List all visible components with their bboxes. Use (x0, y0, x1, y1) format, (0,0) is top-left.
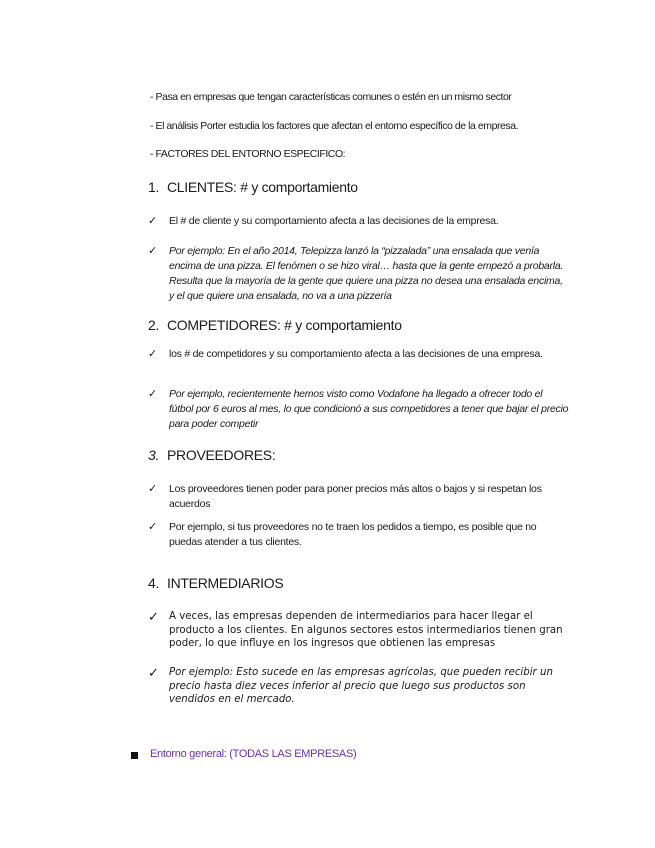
section-number: 1. (148, 179, 160, 195)
list-item-text: Por ejemplo: Esto sucede en las empresas agrícolas, que pueden recibir un precio hasta diez veces inferior al precio que luego sus productos son vendidos en el mercado. (169, 667, 553, 705)
section-title: PROVEEDORES: (167, 447, 276, 463)
intro-line: - FACTORES DEL ENTORNO ESPECIFICO: (150, 148, 346, 160)
list-item-text: A veces, las empresas dependen de intermediarios para hacer llegar el producto a los clientes. En algunos sectores estos intermediarios tienen gran poder, lo que influye en los ingresos que obtienen las empresas (169, 611, 563, 649)
section-heading-proveedores (148, 447, 275, 463)
entorno-general-heading: Entorno general: (TODAS LAS EMPRESAS) (150, 748, 357, 760)
section-heading-intermediarios (148, 575, 283, 591)
section-heading-competidores (148, 317, 402, 333)
section-number: 4. (148, 575, 160, 591)
section-title: COMPETIDORES: # y comportamiento (167, 317, 402, 333)
list-item-text: El # de cliente y su comportamiento afecta a las decisiones de la empresa. (169, 215, 499, 227)
list-item-text: Por ejemplo, recientemente hemos visto como Vodafone ha llegado a ofrecer todo el fútbol por 6 euros al mes, lo que condicionó a sus competidores a tener que bajar el precio para poder competir (169, 388, 569, 430)
list-item-text: Por ejemplo, si tus proveedores no te traen los pedidos a tiempo, es posible que no puedas atender a tus clientes. (169, 521, 537, 548)
check-mark-icon: ✓ (148, 520, 158, 533)
section-number: 2. (148, 317, 160, 333)
check-mark-icon: ✓ (148, 214, 158, 227)
section-title: CLIENTES: # y comportamiento (167, 179, 358, 195)
check-mark-icon: ✓ (148, 347, 158, 360)
list-item-text: Los proveedores tienen poder para poner precios más altos o bajos y si respetan los acuerdos (169, 483, 542, 510)
check-mark-icon: ✓ (148, 666, 159, 681)
section-number: 3. (148, 447, 160, 463)
list-item-text: los # de competidores y su comportamiento afecta a las decisiones de una empresa. (169, 348, 543, 360)
check-mark-icon: ✓ (148, 387, 158, 400)
check-mark-icon: ✓ (148, 482, 158, 495)
intro-line: - Pasa en empresas que tengan características comunes o estén en un mismo sector (150, 91, 512, 103)
check-mark-icon: ✓ (148, 610, 159, 625)
check-mark-icon: ✓ (148, 244, 158, 257)
section-heading-clientes (148, 179, 358, 195)
intro-line: - El análisis Porter estudia los factores que afectan el entorno específico de la empresa. (150, 120, 519, 132)
square-bullet-icon (131, 752, 138, 759)
list-item-text: Por ejemplo: En el año 2014, Telepizza lanzó la “pizzalada” una ensalada que venía encima de una pizza. El fenómen o se hizo viral… hasta que la gente empezó a probarla. Resulta que la mayoría de la gente que quiere una pizza no desea una ensalada encima, y el que quiere una ensalada, no va a una pizzería (169, 245, 564, 302)
section-title: INTERMEDIARIOS (167, 575, 284, 591)
